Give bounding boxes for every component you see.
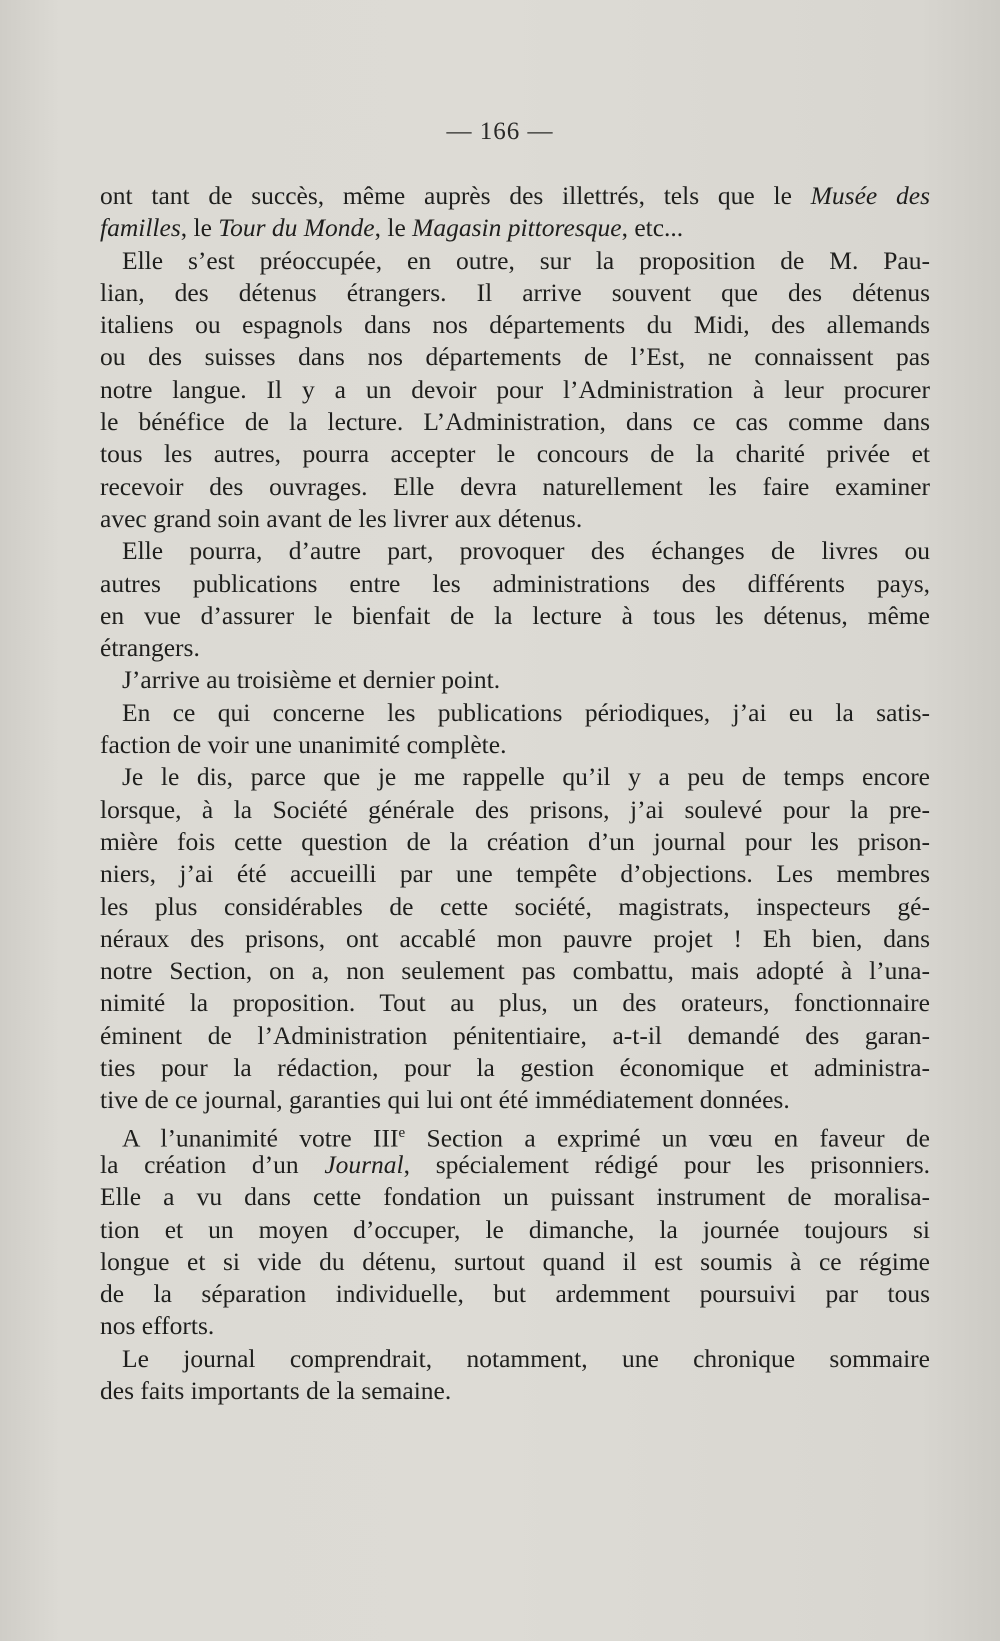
text-run: lian, des détenus étrangers. Il arrive souvent que des détenus [100, 277, 930, 307]
italic-title: familles [100, 213, 181, 243]
text-line [100, 1052, 930, 1084]
text-line [100, 212, 930, 244]
text-line [100, 180, 930, 212]
text-run: tion et un moyen d’occuper, le dimanche, la journée toujours si [100, 1214, 930, 1244]
text-run: notre langue. Il y a un devoir pour l’Administration à leur procurer [100, 374, 930, 404]
text-line [100, 632, 930, 664]
text-run: le bénéfice de la lecture. L’Administration, dans ce cas comme dans [100, 407, 930, 437]
text-line [100, 568, 930, 600]
text-run: , spécialement rédigé pour les prisonniers. [403, 1149, 931, 1179]
paragraph [100, 535, 930, 664]
text-line [100, 471, 930, 503]
text-run: avec grand soin avant de les livrer aux détenus. [100, 503, 583, 533]
text-run: J’arrive au troisième et dernier point. [122, 665, 501, 695]
text-line [100, 1214, 930, 1246]
paragraph [100, 245, 930, 536]
text-line [100, 697, 930, 729]
text-run: ou des suisses dans nos départements de l’Est, ne connaissent pas [100, 342, 930, 372]
text-run: , le [374, 213, 413, 243]
text-line [100, 438, 930, 470]
text-run: tive de ce journal, garanties qui lui ont été immédiatement données. [100, 1085, 790, 1115]
text-line [100, 245, 930, 277]
text-run: Section a exprimé un vœu en faveur de [405, 1123, 930, 1153]
page-number: — 166 — [446, 118, 554, 145]
body-text [100, 180, 930, 1407]
superscript: e [398, 1124, 406, 1141]
text-line [100, 794, 930, 826]
text-run: Le journal comprendrait, notamment, une chronique sommaire [122, 1343, 930, 1373]
text-run: , etc... [621, 213, 684, 243]
text-line [100, 729, 930, 761]
text-run: les plus considérables de cette société, magistrats, inspecteurs gé- [100, 891, 930, 921]
text-line [100, 1084, 930, 1116]
text-line [100, 309, 930, 341]
paragraph [100, 180, 930, 245]
italic-title: Journal [324, 1149, 404, 1179]
text-run: longue et si vide du détenu, surtout quand il est soumis à ce régime [100, 1246, 930, 1276]
text-run: la création d’un [100, 1149, 325, 1179]
text-run: éminent de l’Administration pénitentiaire, a-t-il demandé des garan- [100, 1020, 930, 1050]
text-line [100, 891, 930, 923]
text-line [100, 1246, 930, 1278]
text-line [100, 1020, 930, 1052]
paragraph [100, 664, 930, 696]
text-run: ties pour la rédaction, pour la gestion économique et administra- [100, 1053, 930, 1083]
text-line [100, 503, 930, 535]
text-line [100, 1149, 930, 1181]
text-line [100, 761, 930, 793]
paragraph [100, 761, 930, 1116]
text-run: autres publications entre les administrations des différents pays, [100, 568, 930, 598]
text-line [100, 1343, 930, 1375]
text-line [100, 1375, 930, 1407]
text-run: Elle pourra, d’autre part, provoquer des échanges de livres ou [122, 536, 930, 566]
text-run: nimité la proposition. Tout au plus, un des orateurs, fonctionnaire [100, 988, 930, 1018]
text-line [100, 955, 930, 987]
text-run: A l’unanimité votre III [122, 1123, 399, 1153]
text-line [100, 1117, 930, 1153]
paragraph [100, 697, 930, 762]
text-line [100, 374, 930, 406]
text-run: tous les autres, pourra accepter le concours de la charité privée et [100, 439, 930, 469]
text-run: , le [180, 213, 219, 243]
text-run: En ce qui concerne les publications périodiques, j’ai eu la satis- [122, 697, 930, 727]
text-line [100, 826, 930, 858]
text-run: lorsque, à la Société générale des prisons, j’ai soulevé pour la pre- [100, 794, 930, 824]
text-line [100, 600, 930, 632]
text-run: italiens ou espagnols dans nos départements du Midi, des allemands [100, 310, 930, 340]
text-run: notre Section, on a, non seulement pas combattu, mais adopté à l’una- [100, 956, 930, 986]
italic-title: Musée des [810, 181, 930, 210]
text-line [100, 923, 930, 955]
text-run: nos efforts. [100, 1311, 215, 1341]
text-run: Elle s’est préoccupée, en outre, sur la proposition de M. Pau- [122, 245, 930, 275]
text-line [100, 1181, 930, 1213]
text-run: des faits importants de la semaine. [100, 1375, 452, 1405]
text-line [100, 1310, 930, 1342]
text-run: niers, j’ai été accueilli par une tempête d’objections. Les membres [100, 859, 930, 889]
text-run: faction de voir une unanimité complète. [100, 730, 507, 760]
text-line [100, 664, 930, 696]
text-run: étrangers. [100, 633, 200, 663]
italic-title: Tour du Monde [218, 213, 375, 243]
text-line [100, 535, 930, 567]
text-run: néraux des prisons, ont accablé mon pauvre projet ! Eh bien, dans [100, 923, 930, 953]
text-run: en vue d’assurer le bienfait de la lecture à tous les détenus, même [100, 600, 930, 630]
text-run: mière fois cette question de la création d’un journal pour les prison- [100, 826, 930, 856]
text-run: de la séparation individuelle, but ardemment poursuivi par tous [100, 1279, 930, 1309]
text-line [100, 858, 930, 890]
text-line [100, 987, 930, 1019]
text-run: recevoir des ouvrages. Elle devra naturellement les faire examiner [100, 471, 930, 501]
text-run: Elle a vu dans cette fondation un puissant instrument de moralisa- [100, 1182, 930, 1212]
paragraph [100, 1117, 930, 1343]
paragraph [100, 1343, 930, 1408]
text-line [100, 341, 930, 373]
text-line [100, 406, 930, 438]
text-line [100, 277, 930, 309]
italic-title: Magasin pittoresque [412, 213, 622, 243]
text-line [100, 1278, 930, 1310]
text-run: ont tant de succès, même auprès des illettrés, tels que le [100, 181, 811, 210]
text-run: Je le dis, parce que je me rappelle qu’il y a peu de temps encore [122, 762, 930, 792]
